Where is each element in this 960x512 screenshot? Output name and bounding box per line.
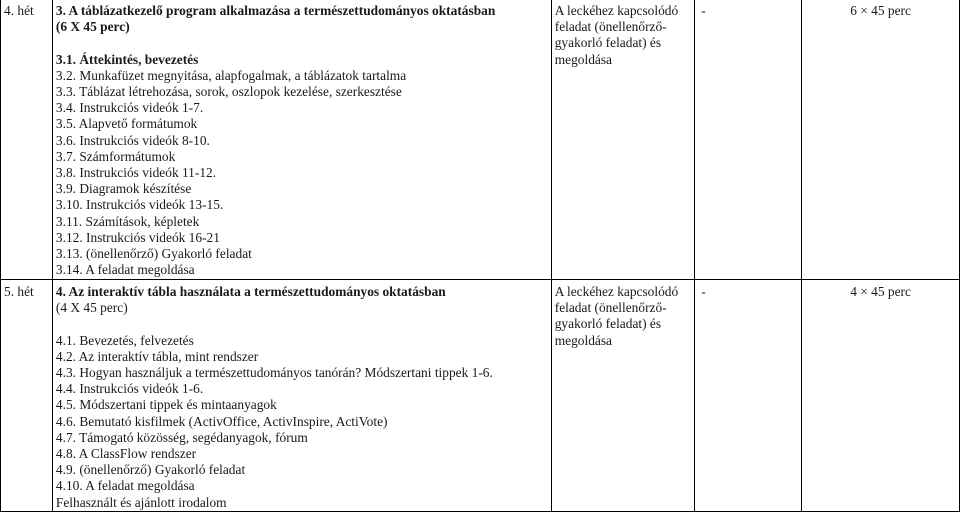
table-row	[1, 0, 960, 280]
task-line: gyakorló feladat) és	[554, 35, 662, 51]
task-cell	[551, 0, 695, 280]
lesson-item: 4.4. Instrukciós videók 1-6.	[55, 381, 204, 397]
lesson-item: 3.6. Instrukciós videók 8-10.	[55, 132, 210, 148]
lesson-item: 3.3. Táblázat létrehozása, sorok, oszlopok kezelése, szerkesztése	[55, 84, 402, 99]
lesson-item: 4.5. Módszertani tippek és mintaanyagok	[55, 397, 277, 413]
lesson-item: 3.5. Alapvető formátumok	[55, 116, 198, 132]
week-cell	[1, 280, 53, 512]
lesson-item: 3.8. Instrukciós videók 11-12.	[55, 165, 217, 181]
section-duration: (6 X 45 perc)	[55, 19, 130, 35]
lesson-item: 4.7. Támogató közösség, segédanyagok, fórum	[55, 429, 308, 445]
hours-cell	[802, 0, 960, 280]
dash-value: -	[701, 3, 706, 18]
task-line: megoldása	[554, 332, 612, 348]
task-line: A leckéhez kapcsolódó	[554, 284, 679, 299]
hours-value: 6 × 45 perc	[850, 3, 911, 18]
lesson-item: 3.14. A feladat megoldása	[55, 262, 195, 278]
lesson-item: 4.3. Hogyan használjuk a természettudományos tanórán? Módszertani tippek 1-6.	[55, 365, 493, 380]
lesson-item: 4.10. A feladat megoldása	[55, 478, 195, 494]
dash-value: -	[701, 284, 706, 299]
lesson-item: 3.2. Munkafüzet megnyitása, alapfogalmak, a táblázatok tartalma	[55, 67, 407, 83]
lesson-item: 3.12. Instrukciós videók 16-21	[55, 229, 220, 245]
section-duration: (4 X 45 perc)	[55, 300, 128, 316]
dash-cell	[695, 0, 802, 280]
lesson-item: Felhasznált és ajánlott irodalom	[55, 494, 227, 510]
hours-value: 4 × 45 perc	[850, 284, 911, 299]
table-row	[1, 280, 960, 512]
section-title: 4. Az interaktív tábla használata a természettudományos oktatásban	[55, 284, 446, 299]
task-line: feladat (önellenőrző-	[554, 19, 667, 35]
task-line: feladat (önellenőrző-	[554, 300, 667, 316]
lesson-item: 3.11. Számítások, képletek	[55, 213, 200, 229]
lesson-item: 4.8. A ClassFlow rendszer	[55, 446, 197, 462]
lesson-item: 3.7. Számformátumok	[55, 148, 176, 164]
lesson-item: 3.9. Diagramok készítése	[55, 181, 192, 197]
content-cell	[52, 0, 551, 280]
lesson-item: 4.2. Az interaktív tábla, mint rendszer	[55, 348, 259, 364]
lesson-item: 4.1. Bevezetés, felvezetés	[55, 332, 194, 348]
section-title: 3. A táblázatkezelő program alkalmazása a természettudományos oktatásban	[55, 3, 496, 18]
lesson-item: 4.9. (önellenőrző) Gyakorló feladat	[55, 462, 246, 478]
task-line: megoldása	[554, 51, 612, 67]
content-cell	[52, 280, 551, 512]
lesson-item: 3.10. Instrukciós videók 13-15.	[55, 197, 224, 213]
week-label: 4. hét	[4, 3, 34, 18]
task-line: A leckéhez kapcsolódó	[554, 3, 679, 18]
lesson-item: 3.1. Áttekintés, bevezetés	[55, 51, 199, 67]
task-cell	[551, 280, 695, 512]
dash-cell	[695, 280, 802, 512]
lesson-item: 4.6. Bemutató kisfilmek (ActivOffice, ActivInspire, ActiVote)	[55, 413, 388, 429]
lesson-item: 3.13. (önellenőrző) Gyakorló feladat	[55, 246, 252, 262]
lesson-item: 3.4. Instrukciós videók 1-7.	[55, 100, 204, 116]
hours-cell	[802, 280, 960, 512]
week-label: 5. hét	[4, 284, 34, 299]
task-line: gyakorló feladat) és	[554, 316, 662, 332]
week-cell	[1, 0, 53, 280]
